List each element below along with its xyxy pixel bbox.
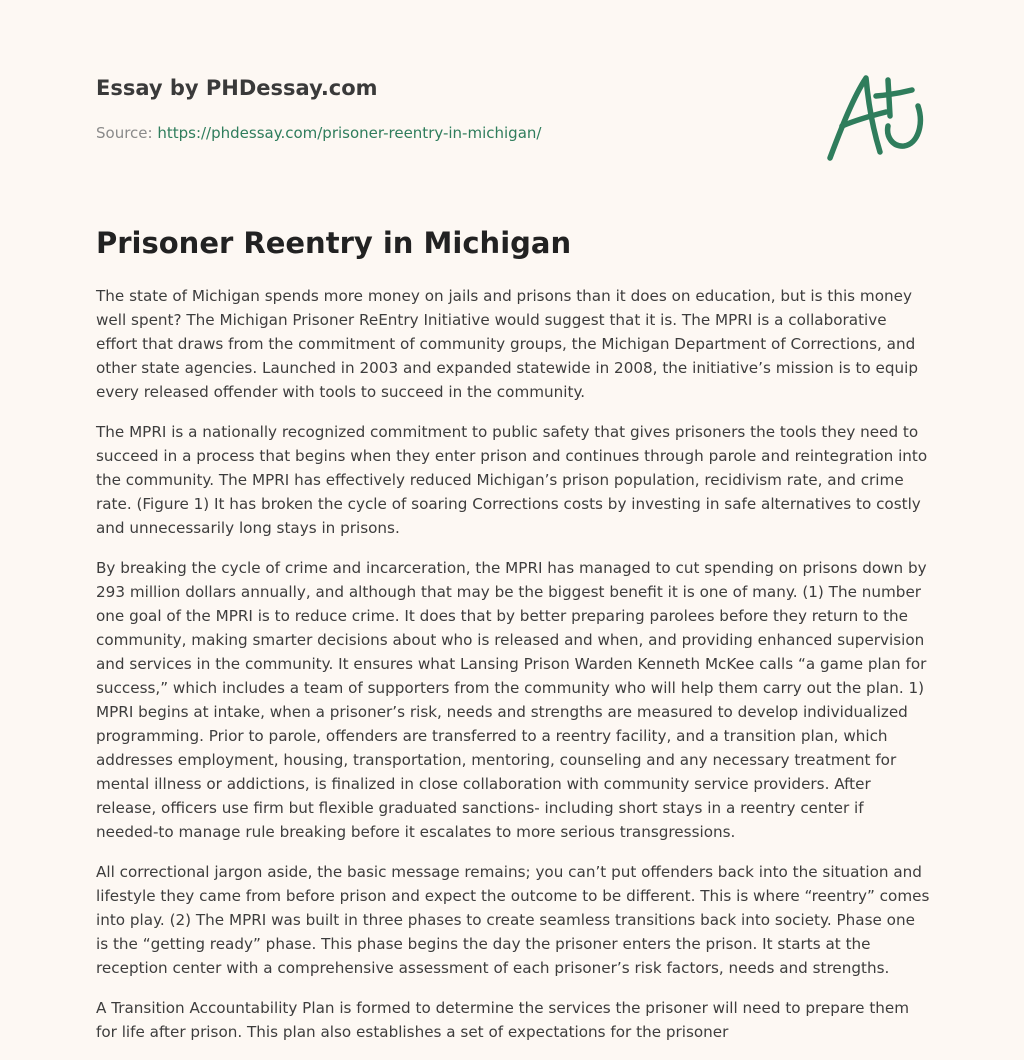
essay-title: Prisoner Reentry in Michigan — [96, 226, 572, 260]
paragraph: The state of Michigan spends more money on jails and prisons than it does on education, but is this money well spent? The Michigan Prisoner ReEntry Initiative would suggest that it is. The MPRI is a collaborative effort that draws from the commitment of community groups, the Michigan Department of Corrections, and other state agencies. Launched in 2003 and expanded statewide in 2008, the initiative’s mission is to equip every released offender with tools to succeed in the community. — [96, 287, 919, 401]
paragraph: The MPRI is a nationally recognized commitment to public safety that gives prisoners the tools they need to succeed in a process that begins when they enter prison and continues through parole and reintegration into the community. The MPRI has effectively reduced Michigan’s prison population, recidivism rate, and crime rate. (Figure 1) It has broken the cycle of soaring Corrections costs by investing in safe alternatives to costly and unnecessarily long stays in prisons. — [96, 423, 928, 537]
source-line — [96, 124, 541, 142]
paragraph: A Transition Accountability Plan is formed to determine the services the prisoner will need to prepare them for life after prison. This plan also establishes a set of expectations for the prisoner — [96, 999, 910, 1041]
source-link[interactable]: https://phdessay.com/prisoner-reentry-in-michigan/ — [157, 124, 542, 142]
source-label: Source: — [96, 124, 158, 142]
brand-title: Essay by PHDessay.com — [96, 76, 378, 100]
essay-body — [96, 284, 930, 1060]
paragraph: By breaking the cycle of crime and incarceration, the MPRI has managed to cut spending on prisons down by 293 million dollars annually, and although that may be the biggest benefit it is one of many. (1) The number one goal of the MPRI is to reduce crime. It does that by better preparing parolees before they return to the community, making smarter decisions about who is released and when, and providing enhanced supervision and services in the community. It ensures what Lansing Prison Warden Kenneth McKee calls “a game plan for success,” which includes a team of supporters from the community who will help them carry out the plan. 1) MPRI begins at intake, when a prisoner’s risk, needs and strengths are measured to develop individualized programming. Prior to parole, offenders are transferred to a reentry facility, and a transition plan, which addresses employment, housing, transportation, mentoring, counseling and any necessary treatment for mental illness or addictions, is finalized in close collaboration with community service providers. After release, officers use firm but flexible graduated sanctions- including short stays in a reentry center if needed-to manage rule breaking before it escalates to more serious transgressions. — [96, 559, 927, 841]
paragraph: All correctional jargon aside, the basic message remains; you can’t put offenders back into the situation and lifestyle they came from before prison and expect the outcome to be different. This is where “reentry” comes into play. (2) The MPRI was built in three phases to create seamless transitions back into society. Phase one is the “getting ready” phase. This phase begins the day the prisoner enters the prison. It starts at the reception center with a comprehensive assessment of each prisoner’s risk factors, needs and strengths. — [96, 863, 930, 977]
a-plus-logo-icon — [820, 66, 932, 170]
